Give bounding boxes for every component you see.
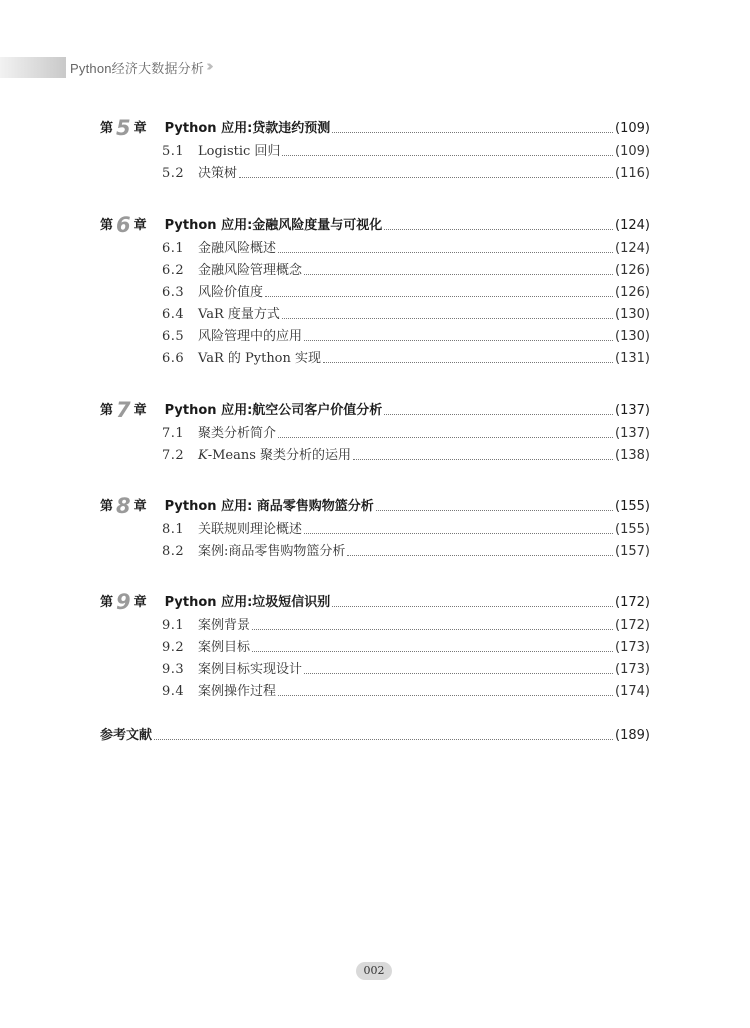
section-page: (172): [615, 618, 650, 633]
chapter-label: [100, 496, 147, 516]
section-page: (126): [615, 285, 650, 300]
chapter-number: 6: [116, 213, 131, 237]
section-page: (174): [615, 684, 650, 699]
chapter-prefix: 第: [100, 403, 114, 418]
toc-section-entry[interactable]: [162, 443, 650, 465]
dot-leader: [332, 602, 613, 607]
section-number: 7.1: [162, 426, 185, 441]
section-page: (116): [615, 166, 650, 181]
chapter-suffix: 章: [133, 121, 147, 136]
section-title: VaR 的 Python 实现: [198, 351, 322, 366]
section-title: 金融风险概述: [198, 241, 277, 256]
section-number: 6.3: [162, 285, 185, 300]
toc-section-entry[interactable]: [162, 280, 650, 302]
chapter-title: Python 应用:贷款违约预测: [164, 121, 331, 136]
section-title: 风险管理中的应用: [198, 329, 303, 344]
section-number: 6.2: [162, 263, 185, 278]
dot-leader: [282, 314, 613, 319]
toc-section-entry[interactable]: [162, 324, 650, 346]
section-title: 决策树: [198, 166, 238, 181]
section-page: (138): [615, 448, 650, 463]
section-number: 9.3: [162, 662, 185, 677]
toc-section-entry[interactable]: [162, 539, 650, 561]
toc-section-entry[interactable]: [162, 139, 650, 161]
dot-leader: [278, 433, 613, 438]
section-page: (173): [615, 662, 650, 677]
chapter-suffix: 章: [133, 595, 147, 610]
section-number: 8.1: [162, 522, 185, 537]
section-page: (130): [615, 307, 650, 322]
section-number: 7.2: [162, 448, 185, 463]
toc-section-entry[interactable]: [162, 346, 650, 368]
chapter-suffix: 章: [133, 218, 147, 233]
dot-leader: [304, 336, 613, 341]
running-header: [0, 57, 240, 78]
section-title: 案例目标: [198, 640, 251, 655]
chapter-label: [100, 215, 147, 235]
chapter-title: Python 应用:金融风险度量与可视化: [164, 218, 383, 233]
section-title: K-Means 聚类分析的运用: [198, 448, 352, 463]
toc-section-entry[interactable]: [162, 679, 650, 701]
section-page: (126): [615, 263, 650, 278]
chapter-suffix: 章: [133, 499, 147, 514]
chapter-page: (172): [615, 595, 650, 610]
chapter-prefix: 第: [100, 121, 114, 136]
book-title: Python经济大数据分析: [70, 61, 205, 76]
dot-leader: [332, 128, 613, 133]
section-number: 6.6: [162, 351, 185, 366]
section-page: (109): [615, 144, 650, 159]
chapter-label: [100, 118, 147, 138]
references-page: (189): [615, 728, 650, 743]
toc-chapter-entry[interactable]: [100, 116, 650, 138]
section-page: (173): [615, 640, 650, 655]
section-page: (155): [615, 522, 650, 537]
page-number: 002: [356, 962, 392, 980]
chapter-number: 7: [116, 398, 131, 422]
toc-section-entry[interactable]: [162, 657, 650, 679]
dot-leader: [278, 691, 613, 696]
toc-section-entry[interactable]: [162, 635, 650, 657]
toc-section-entry[interactable]: [162, 161, 650, 183]
chapter-page: (124): [615, 218, 650, 233]
section-number: 9.1: [162, 618, 185, 633]
chapter-prefix: 第: [100, 499, 114, 514]
chapter-number: 5: [116, 116, 131, 140]
chapter-page: (137): [615, 403, 650, 418]
section-title: 案例操作过程: [198, 684, 277, 699]
dot-leader: [304, 529, 613, 534]
section-title: 金融风险管理概念: [198, 263, 303, 278]
chapter-suffix: 章: [133, 403, 147, 418]
section-number: 9.4: [162, 684, 185, 699]
dot-leader: [347, 551, 613, 556]
chapter-title: Python 应用: 商品零售购物篮分析: [164, 499, 374, 514]
section-page: (131): [615, 351, 650, 366]
chapter-number: 8: [116, 494, 131, 518]
toc-chapter-entry[interactable]: [100, 590, 650, 612]
section-number: 6.5: [162, 329, 185, 344]
chapter-label: [100, 400, 147, 420]
dot-leader: [278, 248, 613, 253]
toc-section-entry[interactable]: [162, 236, 650, 258]
chapter-page: (109): [615, 121, 650, 136]
toc-chapter-entry[interactable]: [100, 494, 650, 516]
chapter-prefix: 第: [100, 595, 114, 610]
toc-section-entry[interactable]: [162, 517, 650, 539]
section-title: 案例目标实现设计: [198, 662, 303, 677]
dot-leader: [239, 173, 613, 178]
section-title: 风险价值度: [198, 285, 264, 300]
dot-leader: [154, 735, 613, 740]
section-number: 8.2: [162, 544, 185, 559]
section-page: (124): [615, 241, 650, 256]
references-title: 参考文献: [100, 728, 153, 743]
section-number: 9.2: [162, 640, 185, 655]
section-title: 聚类分析简介: [198, 426, 277, 441]
section-number: 5.1: [162, 144, 185, 159]
toc-section-entry[interactable]: [162, 421, 650, 443]
section-title: VaR 度量方式: [198, 307, 280, 322]
dot-leader: [252, 647, 613, 652]
toc-references-entry[interactable]: [100, 723, 650, 745]
dot-leader: [353, 455, 613, 460]
section-page: (130): [615, 329, 650, 344]
section-title: 案例背景: [198, 618, 251, 633]
chapter-title: Python 应用:航空公司客户价值分析: [164, 403, 383, 418]
chevron-right-icon: ›››: [206, 57, 209, 75]
toc-section-entry[interactable]: [162, 302, 650, 324]
dot-leader: [323, 358, 613, 363]
toc-section-entry[interactable]: [162, 613, 650, 635]
section-number: 6.1: [162, 241, 185, 256]
dot-leader: [252, 625, 613, 630]
chapter-title: Python 应用:垃圾短信识别: [164, 595, 331, 610]
toc-chapter-entry[interactable]: [100, 213, 650, 235]
dot-leader: [384, 410, 613, 415]
header-gray-bar: [0, 57, 66, 78]
dot-leader: [376, 506, 613, 511]
section-page: (137): [615, 426, 650, 441]
section-page: (157): [615, 544, 650, 559]
dot-leader: [304, 270, 613, 275]
chapter-label: [100, 592, 147, 612]
toc-chapter-entry[interactable]: [100, 398, 650, 420]
dot-leader: [304, 669, 613, 674]
chapter-page: (155): [615, 499, 650, 514]
toc-section-entry[interactable]: [162, 258, 650, 280]
section-title: 关联规则理论概述: [198, 522, 303, 537]
dot-leader: [265, 292, 613, 297]
chapter-prefix: 第: [100, 218, 114, 233]
section-number: 6.4: [162, 307, 185, 322]
section-title: Logistic 回归: [198, 144, 281, 159]
chapter-number: 9: [116, 590, 131, 614]
section-title: 案例:商品零售购物篮分析: [198, 544, 346, 559]
dot-leader: [384, 225, 613, 230]
section-number: 5.2: [162, 166, 185, 181]
dot-leader: [282, 151, 613, 156]
